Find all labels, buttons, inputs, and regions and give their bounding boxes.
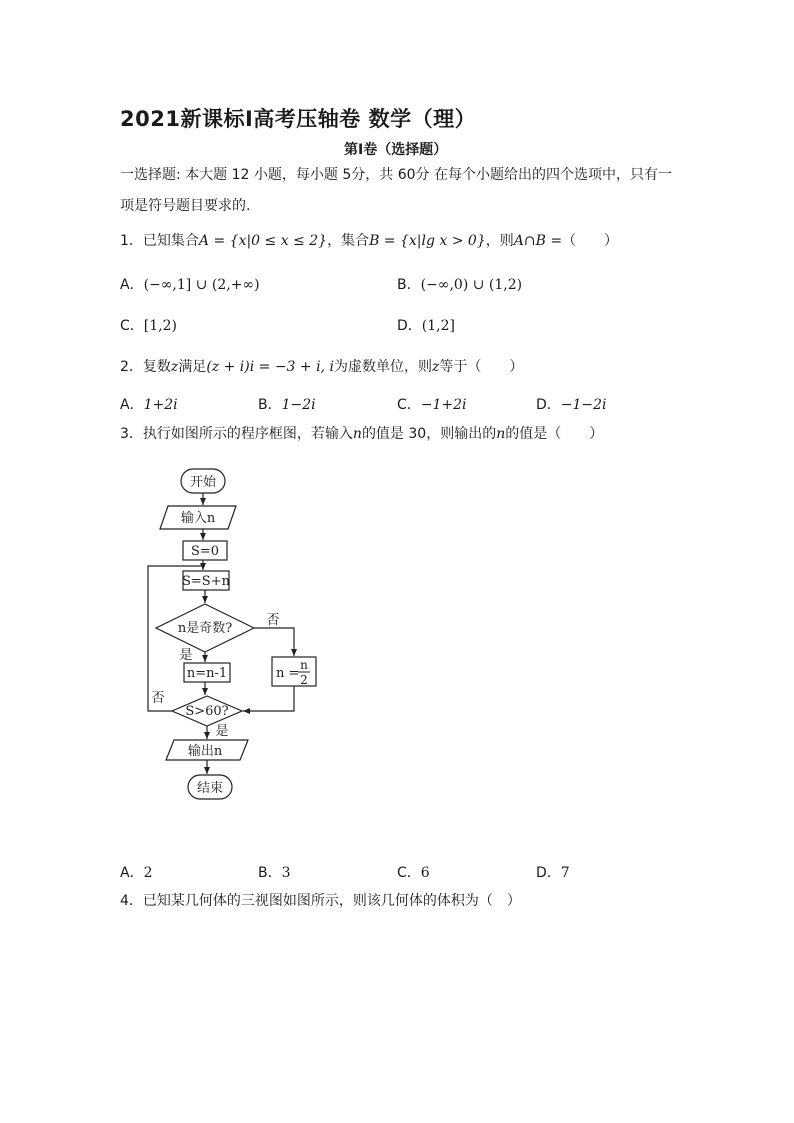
flow-yes-label-1: 是	[179, 648, 193, 663]
q3-option-d	[536, 862, 570, 882]
option-label: D．	[536, 397, 561, 413]
flow-decision-odd-label: n是奇数?	[177, 621, 233, 636]
q2-option-b	[258, 394, 316, 414]
q1-set-b: B = {x|lg x > 0}	[369, 233, 486, 249]
instructions-line-2: 项是符号题目要求的.	[120, 198, 251, 214]
question-2-stem	[120, 358, 523, 376]
q3-option-b	[258, 862, 291, 882]
section-title: 第Ⅰ卷（选择题）	[344, 142, 448, 158]
option-label: C．	[397, 865, 421, 881]
option-label: A．	[120, 277, 144, 293]
option-value: 1+2i	[143, 397, 178, 413]
option-value: −1+2i	[420, 397, 467, 413]
flow-yes-label-2: 是	[215, 724, 229, 739]
q2-option-a	[120, 394, 178, 414]
flow-even-step-denominator: 2	[300, 673, 308, 687]
option-value: (1,2]	[421, 318, 455, 334]
q3-middle: 的值是 30，则输出的	[361, 426, 497, 442]
question-4-stem: 4．已知某几何体的三视图如图所示，则该几何体的体积为（ ）	[120, 893, 521, 909]
q1-middle2: ，则	[485, 233, 514, 249]
q1-middle: ，集合	[327, 233, 370, 249]
option-label: B．	[397, 277, 421, 293]
flow-start-label: 开始	[189, 475, 217, 490]
q3-var-n: n	[352, 426, 362, 442]
option-value: [1,2)	[143, 318, 177, 334]
q3-option-a	[120, 862, 153, 882]
option-label: C．	[120, 318, 144, 334]
q3-option-c	[397, 862, 430, 882]
q2-prefix: 2．复数	[120, 359, 171, 375]
q3-prefix: 3．执行如图所示的程序框图，若输入	[120, 426, 353, 442]
q1-set-a: A = {x|0 ≤ x ≤ 2}	[198, 233, 328, 249]
flowchart	[140, 462, 340, 807]
q1-option-d	[397, 315, 455, 335]
q2-equation: (z + i)i = −3 + i, i	[206, 359, 334, 375]
option-label: D．	[536, 865, 561, 881]
page-title: 2021新课标Ⅰ高考压轴卷 数学（理）	[120, 107, 477, 131]
q2-suffix: 等于（ ）	[439, 359, 524, 375]
option-value: 3	[281, 865, 291, 881]
q1-option-c	[120, 315, 177, 335]
option-value: 6	[420, 865, 430, 881]
flow-odd-step-label: n=n-1	[186, 666, 228, 681]
flow-output-label: 输出n	[187, 744, 223, 759]
option-value: (−∞,0) ∪ (1,2)	[420, 277, 523, 293]
option-value: (−∞,1] ∪ (2,+∞)	[143, 277, 260, 293]
option-label: D．	[397, 318, 422, 334]
option-value: 1−2i	[281, 397, 316, 413]
flow-no-label-1: 否	[266, 613, 280, 628]
question-3-stem	[120, 425, 603, 443]
flow-even-step-lhs: n =	[276, 666, 300, 681]
option-label: A．	[120, 865, 144, 881]
q1-option-b	[397, 274, 522, 294]
option-label: A．	[120, 397, 144, 413]
q2-var-z: z	[170, 359, 179, 375]
flow-input-label: 输入n	[180, 511, 216, 526]
q1-expr: A∩B =	[513, 233, 563, 249]
q1-prefix: 1．已知集合	[120, 233, 199, 249]
q2-option-c	[397, 394, 467, 414]
option-value: 7	[560, 865, 570, 881]
q2-middle: 满足	[178, 359, 207, 375]
flow-end-label: 结束	[196, 781, 224, 796]
flow-init-label: S=0	[190, 544, 220, 559]
option-value: 2	[143, 865, 153, 881]
instructions-line-1: 一选择题: 本大题 12 小题，每小题 5分，共 60分 在每个小题给出的四个选项中，只有一	[120, 167, 672, 183]
option-label: C．	[397, 397, 421, 413]
flow-accumulate-label: S=S+n	[182, 574, 230, 589]
flow-even-step-numerator: n	[300, 658, 308, 672]
flow-decision-sum-label: S>60?	[185, 704, 229, 719]
q3-var-n2: n	[496, 426, 506, 442]
q1-option-a	[120, 274, 260, 294]
option-label: B．	[258, 865, 282, 881]
question-1-stem	[120, 232, 618, 250]
q2-option-d	[536, 394, 607, 414]
option-value: −1−2i	[560, 397, 607, 413]
q3-suffix: 的值是（ ）	[505, 426, 604, 442]
q2-var-z2: z	[431, 359, 440, 375]
option-label: B．	[258, 397, 282, 413]
q2-middle2: 为虚数单位，则	[333, 359, 432, 375]
q1-suffix: （ ）	[562, 233, 619, 249]
flow-no-label-2: 否	[151, 691, 165, 706]
